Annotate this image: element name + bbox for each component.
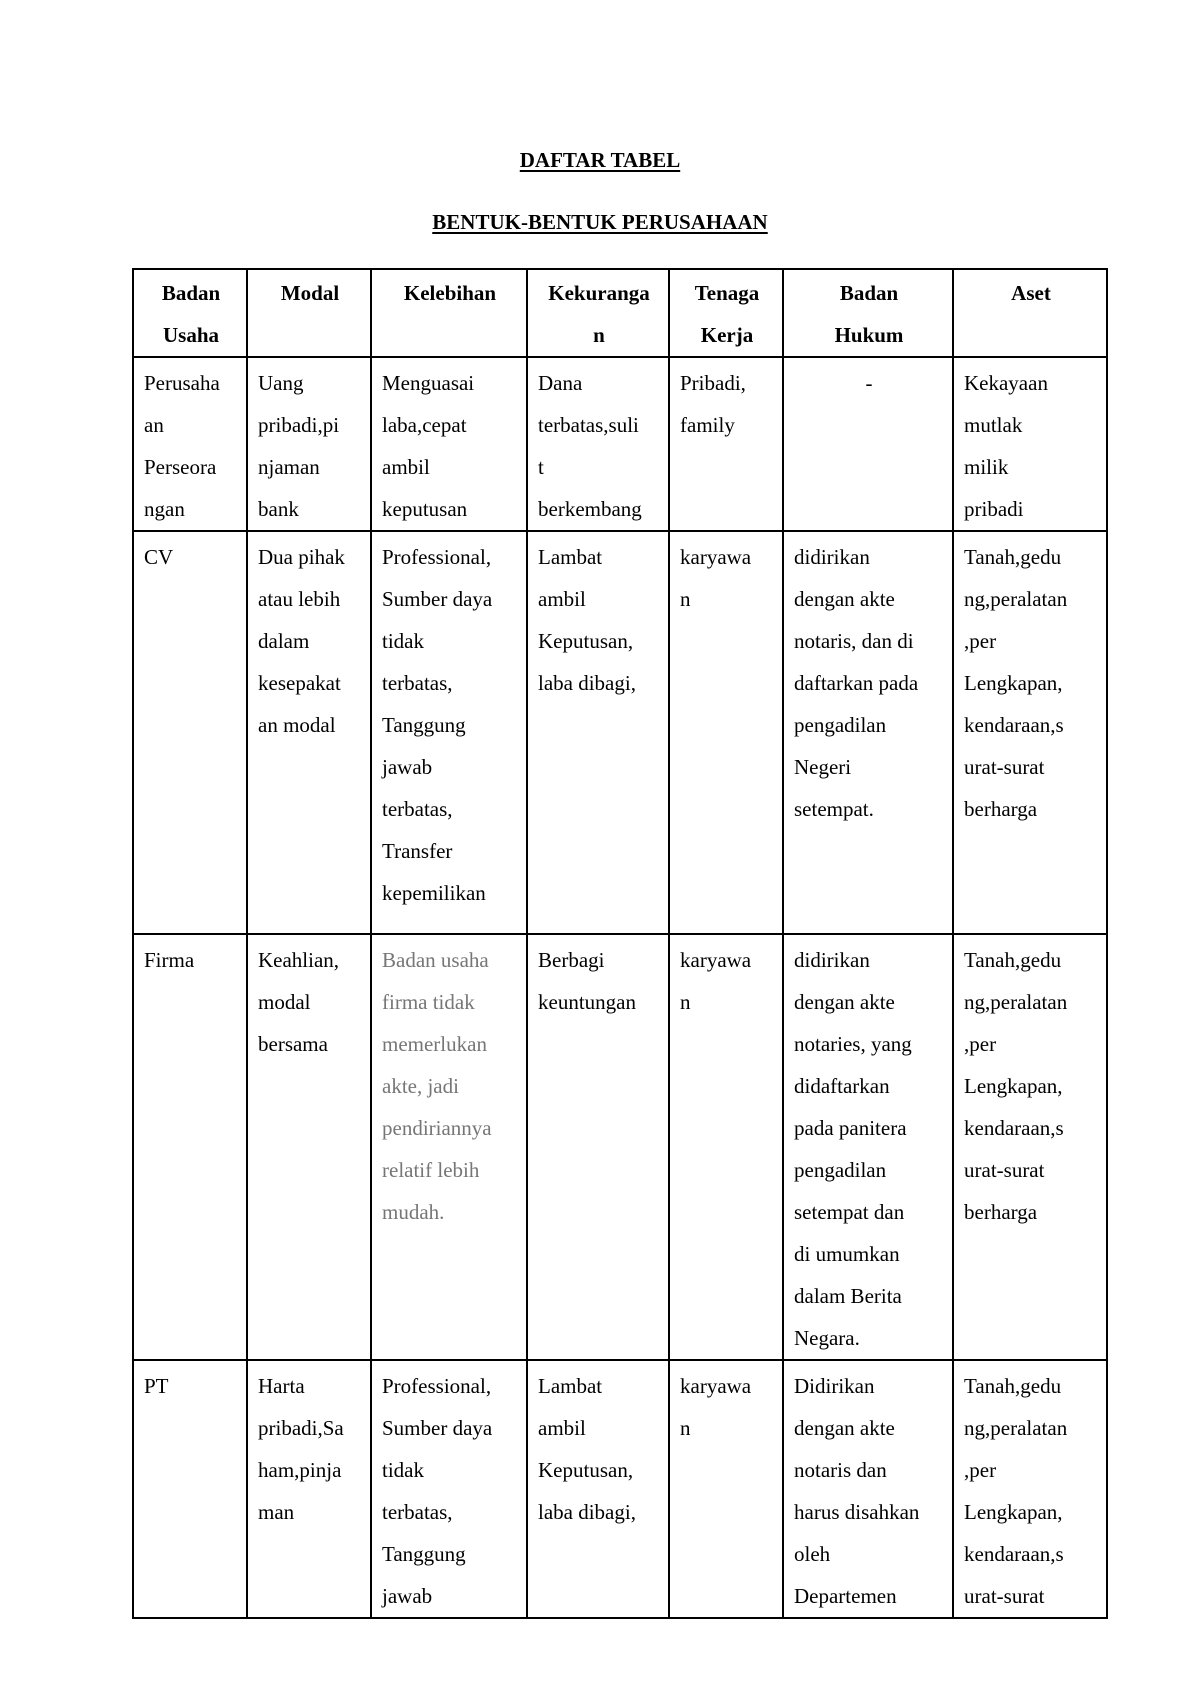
document-subtitle: BENTUK-BENTUK PERUSAHAAN xyxy=(432,210,768,234)
cell-kelebihan: Professional, Sumber daya tidak terbatas, Tanggung jawab xyxy=(371,1360,527,1618)
table-row xyxy=(133,357,1107,531)
cell-badan-hukum: didirikan dengan akte notaries, yang didaftarkan pada panitera pengadilan setempat dan di umumkan dalam Berita Negara. xyxy=(783,934,953,1360)
cell-kekurangan: Berbagi keuntungan xyxy=(527,934,669,1360)
cell-modal: Uang pribadi,pi njaman bank xyxy=(247,357,371,531)
cell-tenaga-kerja: karyawa n xyxy=(669,1360,783,1618)
cell-badan-hukum: didirikan dengan akte notaris, dan di daftarkan pada pengadilan Negeri setempat. xyxy=(783,531,953,934)
cell-modal: Dua pihak atau lebih dalam kesepakat an modal xyxy=(247,531,371,934)
header-aset: Aset xyxy=(953,269,1107,357)
cell-modal: Keahlian, modal bersama xyxy=(247,934,371,1360)
cell-kekurangan: Lambat ambil Keputusan, laba dibagi, xyxy=(527,1360,669,1618)
header-badan-hukum: Badan Hukum xyxy=(783,269,953,357)
header-kelebihan: Kelebihan xyxy=(371,269,527,357)
table-header-row xyxy=(133,269,1107,357)
header-badan-usaha: Badan Usaha xyxy=(133,269,247,357)
cell-aset: Tanah,gedu ng,peralatan ,per Lengkapan, kendaraan,s urat-surat berharga xyxy=(953,934,1107,1360)
table-row xyxy=(133,1360,1107,1618)
cell-badan-hukum: - xyxy=(783,357,953,531)
cell-aset: Kekayaan mutlak milik pribadi xyxy=(953,357,1107,531)
cell-badan-usaha: PT xyxy=(133,1360,247,1618)
cell-badan-hukum: Didirikan dengan akte notaris dan harus disahkan oleh Departemen xyxy=(783,1360,953,1618)
cell-badan-usaha: CV xyxy=(133,531,247,934)
cell-kelebihan: Badan usaha firma tidak memerlukan akte, jadi pendiriannya relatif lebih mudah. xyxy=(371,934,527,1360)
business-forms-table xyxy=(132,268,1108,1619)
cell-kekurangan: Dana terbatas,suli t berkembang xyxy=(527,357,669,531)
document-title: DAFTAR TABEL xyxy=(519,148,681,172)
table-row xyxy=(133,934,1107,1360)
header-tenaga-kerja: Tenaga Kerja xyxy=(669,269,783,357)
header-kekurangan: Kekuranga n xyxy=(527,269,669,357)
cell-kelebihan: Professional, Sumber daya tidak terbatas, Tanggung jawab terbatas, Transfer kepemilikan xyxy=(371,531,527,934)
cell-kekurangan: Lambat ambil Keputusan, laba dibagi, xyxy=(527,531,669,934)
cell-aset: Tanah,gedu ng,peralatan ,per Lengkapan, kendaraan,s urat-surat xyxy=(953,1360,1107,1618)
cell-aset: Tanah,gedu ng,peralatan ,per Lengkapan, kendaraan,s urat-surat berharga xyxy=(953,531,1107,934)
cell-badan-usaha: Perusaha an Perseora ngan xyxy=(133,357,247,531)
cell-tenaga-kerja: karyawa n xyxy=(669,531,783,934)
table-row xyxy=(133,531,1107,934)
cell-tenaga-kerja: Pribadi, family xyxy=(669,357,783,531)
cell-kelebihan: Menguasai laba,cepat ambil keputusan xyxy=(371,357,527,531)
cell-tenaga-kerja: karyawa n xyxy=(669,934,783,1360)
header-modal: Modal xyxy=(247,269,371,357)
cell-modal: Harta pribadi,Sa ham,pinja man xyxy=(247,1360,371,1618)
cell-badan-usaha: Firma xyxy=(133,934,247,1360)
